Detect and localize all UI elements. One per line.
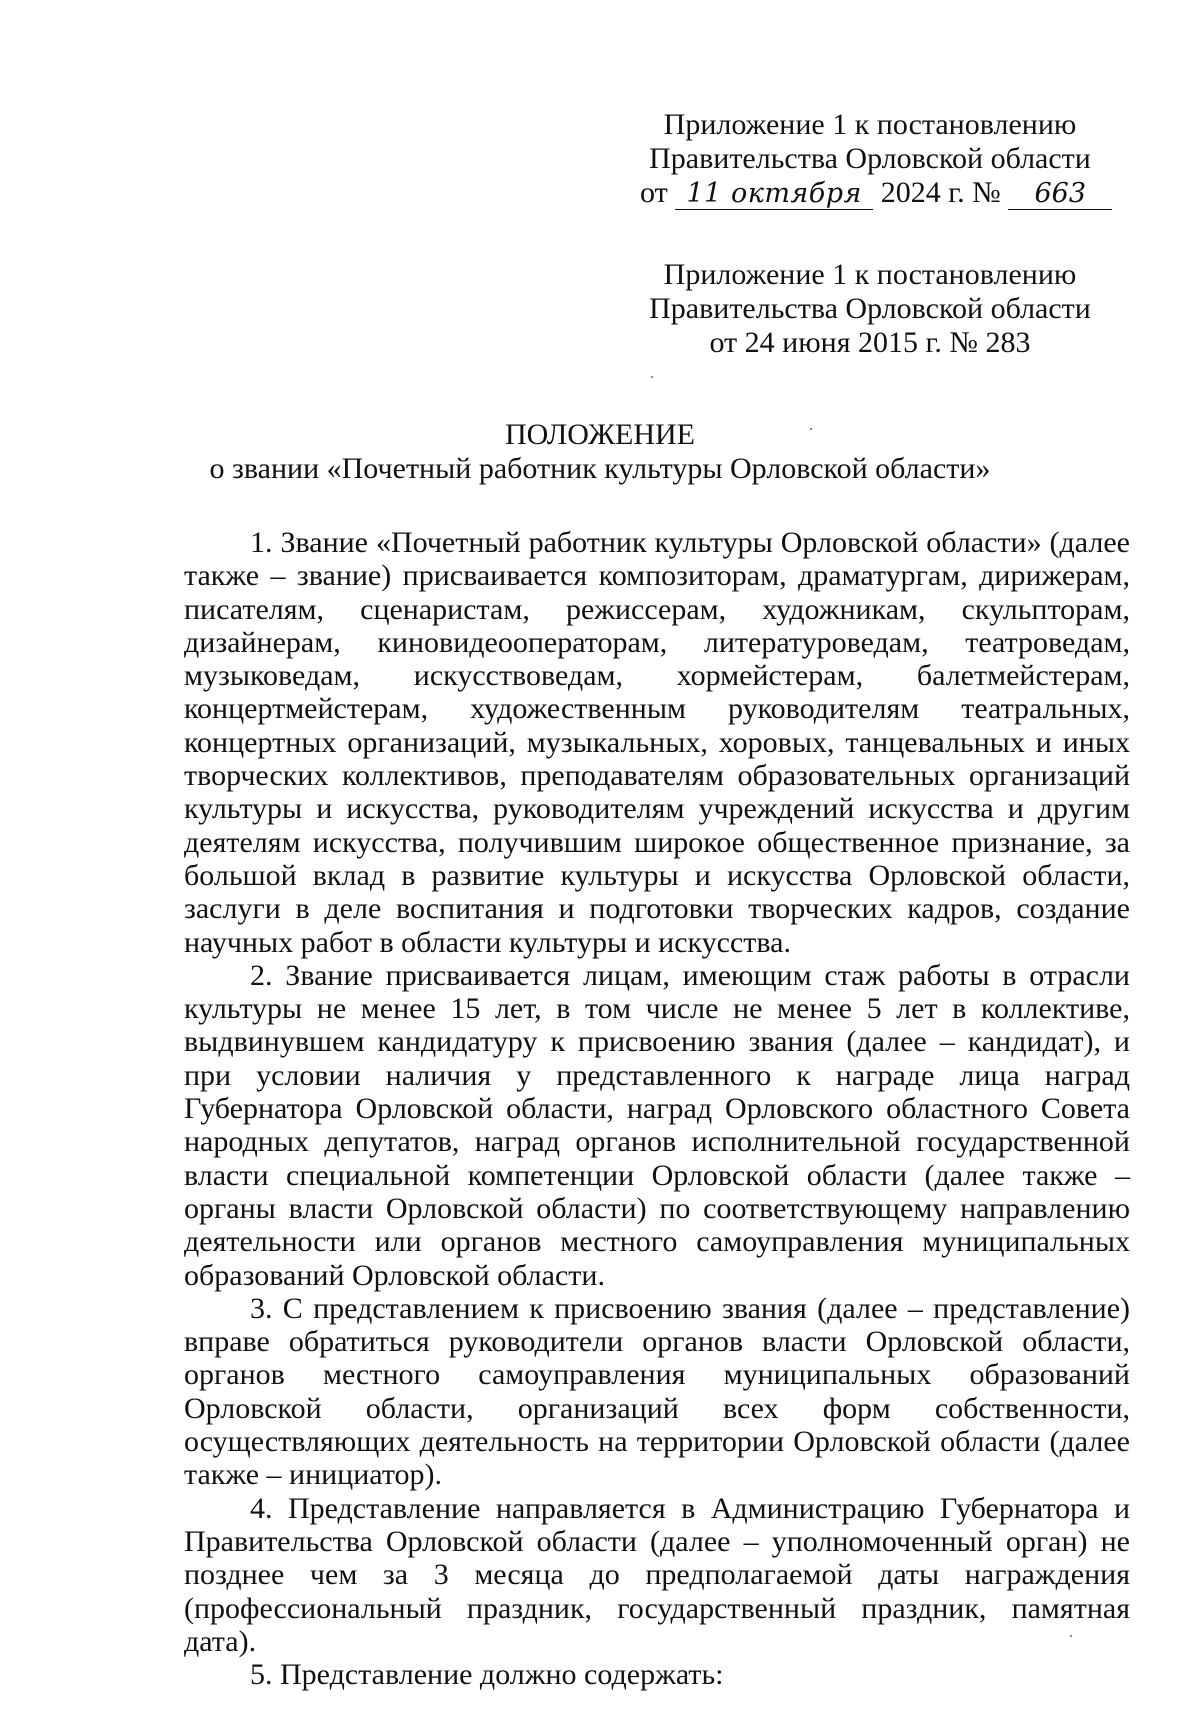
scan-speck [1070,1635,1072,1637]
old-appendix-line-2: Правительства Орловской области [649,292,1091,325]
year-number-label: 2024 г. № [880,176,1001,209]
old-appendix-line-1: Приложение 1 к постановлению [663,258,1077,291]
paragraph-4: 4. Представление направляется в Администрацию Губернатора и Правительства Орловской области (далее – уполномоченный орган) не позднее чем за 3 месяца до предполагаемой даты награждения (профессиональный праздник, государственный праздник, памятная дата). [184,1491,1130,1658]
appendix-header-new [640,108,1100,210]
date-prefix: от [640,176,668,209]
appendix-date-line [640,176,1100,210]
appendix-line-2: Правительства Орловской области [649,142,1091,175]
document-body [184,526,1130,1691]
title-subheading: о звании «Почетный работник культуры Орловской области» [209,452,991,485]
handwritten-number: 663 [1008,179,1112,210]
title-heading: ПОЛОЖЕНИЕ [505,418,695,451]
appendix-line-1: Приложение 1 к постановлению [663,108,1077,141]
scan-speck [810,428,812,430]
paragraph-3: 3. С представлением к присвоению звания (далее – представление) вправе обратиться руководители органов власти Орловской области, органов местного самоуправления муниципальных образований Орловской области, организаций всех форм собственности, осуществляющих деятельность на территории Орловской области (далее также – инициатор). [184,1291,1130,1492]
document-title [0,418,1200,486]
paragraph-2: 2. Звание присваивается лицам, имеющим стаж работы в отрасли культуры не менее 15 лет, в том числе не менее 5 лет в коллективе, выдвинувшем кандидатуру к присвоению звания (далее – кандидат), и при условии наличия у представленного к награде лица наград Губернатора Орловской области, наград Орловского областного Совета народных депутатов, наград органов исполнительной государственной власти специальной компетенции Орловской области (далее также – органы власти Орловской области) по соответствующему направлению деятельности или органов местного самоуправления муниципальных образований Орловской области. [184,958,1130,1292]
scan-speck [651,376,653,378]
paragraph-5: 5. Представление должно содержать: [250,1658,724,1692]
old-appendix-line-3: от 24 июня 2015 г. № 283 [709,326,1031,359]
paragraph-1: 1. Звание «Почетный работник культуры Орловской области» (далее также – звание) присваивается композиторам, драматургам, дирижерам, писателям, сценаристам, режиссерам, художникам, скульпторам, дизайнерам, киновидеооператорам, литературоведам, театроведам, музыковедам, искусствоведам, хормейстерам, балетмейстерам, концертмейстерам, художественным руководителям театральных, концертных организаций, музыкальных, хоровых, танцевальных и иных творческих коллективов, преподавателям образовательных организаций культуры и искусства, руководителям учреждений искусства и другим деятелям искусства, получившим широкое общественное признание, за большой вклад в развитие культуры и искусства Орловской области, заслуги в деле воспитания и подготовки творческих кадров, создание научных работ в области культуры и искусства. [184,526,1130,959]
handwritten-date: 11 октября [675,179,873,210]
appendix-header-old [640,258,1100,360]
